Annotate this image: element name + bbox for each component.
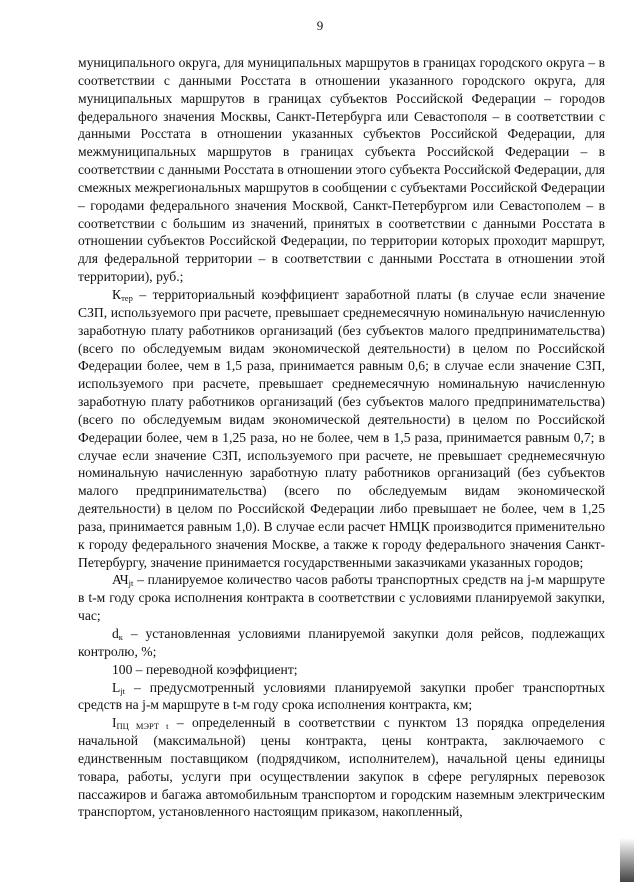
document-body	[78, 54, 605, 821]
definition-text: – определенный в соответствии с пунктом 13 порядка определения начальной (максимальной) цены контракта, цены контракта, заключаемого с единственным поставщиком (подрядчиком, исполнителем), начальной цены единицы товара, работы, услуги при осуществлении закупок в сфере регулярных перевозок пассажиров и багажа автомобильным транспортом и городским наземным электрическим транспортом, установленного настоящим приказом, накопленный,	[78, 715, 605, 820]
definition-text: – планируемое количество часов работы транспортных средств на j-м маршруте в t-м году срока исполнения контракта в соответствии с условиями планируемой закупки, час;	[78, 572, 605, 624]
symbol: d	[112, 626, 119, 641]
symbol: К	[112, 286, 122, 302]
paragraph-k-ter	[78, 286, 605, 572]
symbol: I	[112, 715, 117, 731]
symbol-subscript: к	[118, 632, 123, 642]
symbol-subscript: jt	[128, 578, 134, 589]
page-number: 9	[316, 18, 324, 33]
paragraph-100: 100 – переводной коэффициент;	[112, 661, 298, 677]
symbol-subscript: jt	[120, 685, 126, 696]
definition-text: – предусмотренный условиями планируемой закупки пробег транспортных средств на j-м маршруте в t-м году срока исполнения контракта, км;	[78, 679, 605, 713]
symbol-subscript: тер	[121, 292, 133, 303]
paragraph-continuation: муниципального округа, для муниципальных маршрутов в границах городского округа – в соответствии с данными Росстата в отношении указанного городского округа, для муниципальных маршрутов в границах субъектов Российской Федерации – городов федерального значения Москвы, Санкт-Петербурга или Севастополя – в соответствии с данными Росстата в отношении указанных субъектов Российской Федерации, для межмуниципальных маршрутов в границах субъекта Российской Федерации – в соответствии с данными Росстата в отношении этого субъекта Российской Федерации, для смежных межрегиональных маршрутов в сообщении с субъектами Российской Федерации – городами федерального значения Москвой, Санкт-Петербургом или Севастополем – в соответствии с большим из значений, принятых в соответствии с данными Росстата в отношении субъектов Российской Федерации, по территории которых проходит маршрут, для федеральной территории – в соответствии с данными Росстата в отношении этой территории), руб.;	[78, 55, 605, 285]
paragraph-l-jt	[78, 679, 605, 715]
paragraph-ach	[78, 571, 605, 625]
scan-edge-shadow	[620, 838, 634, 882]
symbol-subscript: ПЦ МЭРТ t	[116, 721, 169, 732]
symbol: L	[112, 679, 121, 695]
definition-text: – установленная условиями планируемой закупки доля рейсов, подлежащих контролю, %;	[78, 626, 605, 659]
definition-text: – территориальный коэффициент заработной платы (в случае если значение СЗП, используемого при расчете, превышает среднемесячную номинальную начисленную заработную плату работников организаций (без субъектов малого предпринимательства) (всего по обследуемым видам экономической деятельности) в целом по Российской Федерации более, чем в 1,5 раза, принимается равным 0,6; в случае если значение СЗП, используемого при расчете, превышает среднемесячную номинальную начисленную заработную плату работников организаций (без субъектов малого предпринимательства) (всего по обследуемым видам экономической деятельности) в целом по Российской Федерации более, чем в 1,25 раза, но не более, чем в 1,5 раза, принимается равным 0,7; в случае если значение СЗП, используемого при расчете, не превышает среднемесячную номинальную начисленную заработную плату работников организаций (без субъектов малого предпринимательства) (всего по обследуемым видам экономической деятельности) в целом по Российской Федерации либо превышает не более, чем в 1,25 раза, принимается равным 1,0). В случае если расчет НМЦК производится применительно к городу федерального значения Москве, а также к городу федерального значения Санкт-Петербургу, значение принимается государственными заказчиками указанных городов;	[78, 286, 605, 570]
symbol: АЧ	[112, 572, 129, 588]
paragraph-dk	[78, 625, 605, 661]
paragraph-i-pc	[78, 714, 605, 821]
